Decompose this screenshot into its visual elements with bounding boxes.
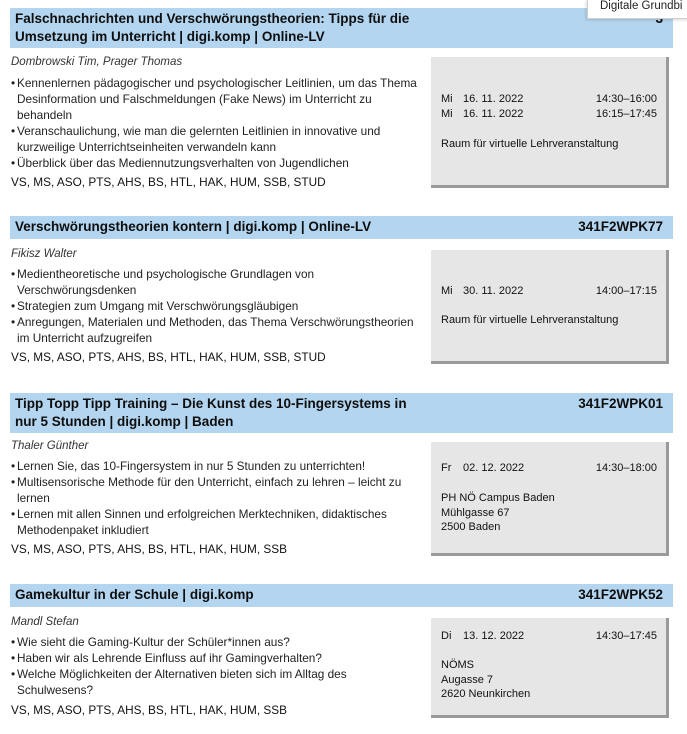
venue [441, 658, 530, 702]
course-authors: Thaler Günther [11, 440, 89, 452]
course-title [15, 586, 535, 604]
course-bullet: • Strategien zum Umgang mit Verschwörungsgläubigen [11, 298, 423, 314]
school-types: VS, MS, ASO, PTS, AHS, BS, HTL, HAK, HUM, SSB, STUD [11, 350, 326, 364]
venue-line: Raum für virtuelle Lehrveranstaltung [441, 314, 619, 326]
venue-line: NÖMS [441, 659, 474, 671]
course-title-line: Umsetzung im Unterricht | digi.komp | Online-LV [15, 29, 325, 44]
course-header [10, 8, 673, 48]
course-bullet: • Überblick über das Mediennutzungsverhalten von Jugendlichen [11, 155, 423, 171]
school-types: VS, MS, ASO, PTS, AHS, BS, HTL, HAK, HUM, SSB, STUD [11, 175, 326, 189]
session-row [441, 93, 659, 108]
venue [441, 313, 618, 328]
session-day: Mi [441, 93, 453, 105]
session-time: 16:15–17:45 [595, 108, 657, 120]
course-bullet-list [11, 75, 423, 171]
session-day: Mi [441, 108, 453, 120]
session-day: Di [441, 630, 452, 642]
schedule-box [431, 250, 669, 364]
school-types: VS, MS, ASO, PTS, AHS, BS, HTL, HAK, HUM, SSB [11, 542, 287, 556]
venue-line: Mühlgasse 67 [441, 506, 510, 519]
course-bullet: • Lernen mit allen Sinnen und erfolgreichen Merktechniken, didaktisches Methodenpaket inkludiert [11, 506, 423, 538]
session-time: 14:30–16:00 [595, 93, 657, 105]
course-bullet: • Anregungen, Materialen und Methoden, das Thema Verschwörungstheorien im Unterricht aufzugreifen [11, 314, 423, 346]
course-authors: Mandl Stefan [11, 616, 79, 628]
venue-line: 2620 Neunkirchen [441, 688, 531, 700]
course-header [10, 216, 673, 239]
course-bullet: • Multisensorische Methode für den Unterricht, einfach zu lehren – leicht zu lernen [11, 474, 423, 506]
course-authors: Dombrowski Tim, Prager Thomas [11, 56, 183, 68]
course-bullet: • Lernen Sie, das 10-Fingersystem in nur 5 Stunden zu unterrichten! [11, 458, 423, 474]
session-row [441, 630, 659, 645]
course-title-line: Falschnachrichten und Verschwörungstheorien: Tipps für die [15, 11, 410, 26]
course-title-line: Verschwörungstheorien kontern | digi.komp | Online-LV [15, 219, 372, 234]
session-date: 02. 12. 2022 [463, 462, 525, 474]
session-day: Mi [441, 285, 453, 297]
course-title-line: Tipp Topp Tipp Training – Die Kunst des 10-Fingersystems in [15, 396, 407, 411]
session-date: 16. 11. 2022 [463, 93, 524, 105]
course-header [10, 393, 673, 433]
course-bullet: • Haben wir als Lehrende Einfluss auf ihr Gamingverhalten? [11, 650, 423, 666]
session-time: 14:30–18:00 [595, 462, 657, 474]
venue [441, 137, 618, 152]
school-types: VS, MS, ASO, PTS, AHS, BS, HTL, HAK, HUM, SSB [11, 703, 287, 717]
session-time: 14:30–17:45 [595, 630, 657, 642]
session-row [441, 108, 659, 123]
session-row [441, 462, 659, 477]
schedule-box [431, 618, 669, 718]
venue-line: Raum für virtuelle Lehrveranstaltung [441, 138, 619, 150]
session-date: 30. 11. 2022 [463, 285, 524, 297]
course-bullet-list [11, 458, 423, 538]
tooltip-text: Digitale Grundbi [600, 0, 683, 12]
tooltip-popup [587, 0, 687, 19]
course-title [15, 218, 535, 236]
course-code: 341F2WPK01 [578, 396, 663, 411]
session-date: 13. 12. 2022 [463, 630, 525, 642]
session-date: 16. 11. 2022 [463, 108, 524, 120]
course-bullet: • Veranschaulichung, wie man die gelernten Leitlinien in innovative und kurzweilige Unterrichtseinheiten verwandeln kann [11, 123, 423, 155]
session-day: Fr [441, 462, 452, 474]
course-title [15, 395, 535, 431]
course-bullet-list [11, 266, 423, 346]
course-bullet: • Welche Möglichkeiten der Alternativen bieten sich im Alltag des Schulwesens? [11, 666, 423, 698]
venue-line: Augasse 7 [441, 673, 493, 686]
session-time: 14:00–17:15 [595, 285, 657, 297]
schedule-box [431, 442, 669, 556]
course-title-line: Gamekultur in der Schule | digi.komp [15, 587, 254, 602]
venue-line: PH NÖ Campus Baden [441, 492, 555, 504]
course-bullet-list [11, 634, 423, 698]
schedule-box [431, 57, 669, 188]
session-row [441, 285, 659, 300]
course-header [10, 584, 673, 607]
course-bullet: • Wie sieht die Gaming-Kultur der Schüler*innen aus? [11, 634, 423, 650]
course-bullet: • Kennenlernen pädagogischer und psychologischer Leitlinien, um das Thema Desinformation und Falschmeldungen (Fake News) im Unterricht zu behandeln [11, 75, 423, 123]
venue-line: 2500 Baden [441, 521, 501, 533]
course-code: 341F2WPK77 [578, 219, 663, 234]
course-title-line: nur 5 Stunden | digi.komp | Baden [15, 414, 234, 429]
course-title [15, 10, 535, 46]
course-authors: Fikisz Walter [11, 248, 77, 260]
venue [441, 491, 555, 535]
course-code: 341F2WPK52 [578, 587, 663, 602]
course-bullet: • Medientheoretische und psychologische Grundlagen von Verschwörungsdenken [11, 266, 423, 298]
